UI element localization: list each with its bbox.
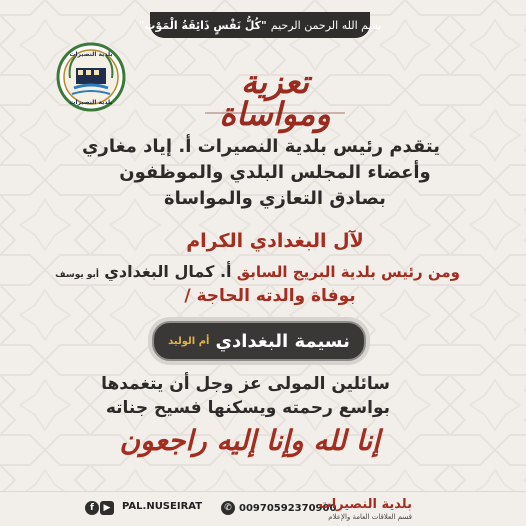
social-handle-group bbox=[118, 501, 202, 512]
prayer-message bbox=[101, 372, 390, 420]
footer-bar bbox=[0, 491, 526, 526]
intro-message bbox=[81, 134, 440, 212]
former-mayor-line bbox=[55, 262, 460, 281]
prayer-line-2: بواسع رحمته ويسكنها فسيح جناته bbox=[105, 398, 390, 418]
former-mayor-name: أ. كمال البغدادي bbox=[104, 262, 232, 281]
quran-quote: "كُلُّ نَفْسٍ ذَائِقَةُ الْمَوْتِ" bbox=[138, 18, 267, 32]
footer-org-dept: قسم العلاقات العامة والإعلام bbox=[328, 513, 412, 521]
deceased-name: نسيمة البغدادي bbox=[215, 330, 350, 352]
former-mayor-prefix: ومن رئيس بلدية البريج السابق bbox=[236, 263, 460, 281]
intro-line-2: وأعضاء المجلس البلدي والموظفون bbox=[119, 162, 431, 183]
intro-line-1: يتقدم رئيس بلدية النصيرات أ. إياد مغاري bbox=[81, 136, 440, 157]
youtube-icon[interactable]: ▶ bbox=[100, 501, 114, 515]
logo-bottom-text: بلدية النصيرات bbox=[69, 99, 113, 106]
family-name: لآل البغدادي الكرام bbox=[186, 230, 364, 252]
footer-org bbox=[319, 498, 412, 522]
card-title: تعزية ومواساة bbox=[219, 63, 331, 133]
logo-top-text: بلدية النصيرات bbox=[69, 51, 113, 58]
facebook-icon[interactable]: f bbox=[85, 501, 99, 515]
deceased-name-badge bbox=[152, 321, 366, 361]
whatsapp-icon[interactable]: ✆ bbox=[221, 501, 235, 515]
social-handle[interactable]: PAL.NUSEIRAT bbox=[122, 501, 203, 512]
footer-org-name: بلدية النصيرات bbox=[318, 497, 412, 512]
intro-line-3: بصادق التعازي والمواساة bbox=[164, 188, 386, 209]
prayer-line-1: سائلين المولى عز وجل أن يتغمدها bbox=[101, 374, 390, 394]
bismillah-banner bbox=[138, 12, 382, 38]
mother-line: بوفاة والدته الحاجة / bbox=[184, 286, 356, 306]
phone-number[interactable]: 00970592370900 bbox=[239, 502, 337, 514]
former-mayor-nickname: أبو يوسف bbox=[55, 270, 99, 280]
title-underline bbox=[205, 112, 345, 114]
quran-verse: إنا لله وإنا إليه راجعون bbox=[119, 424, 380, 457]
municipality-logo bbox=[56, 42, 126, 112]
bismillah-text: بسم الله الرحمن الرحيم bbox=[270, 18, 382, 32]
deceased-nickname: أم الوليد bbox=[168, 335, 210, 347]
